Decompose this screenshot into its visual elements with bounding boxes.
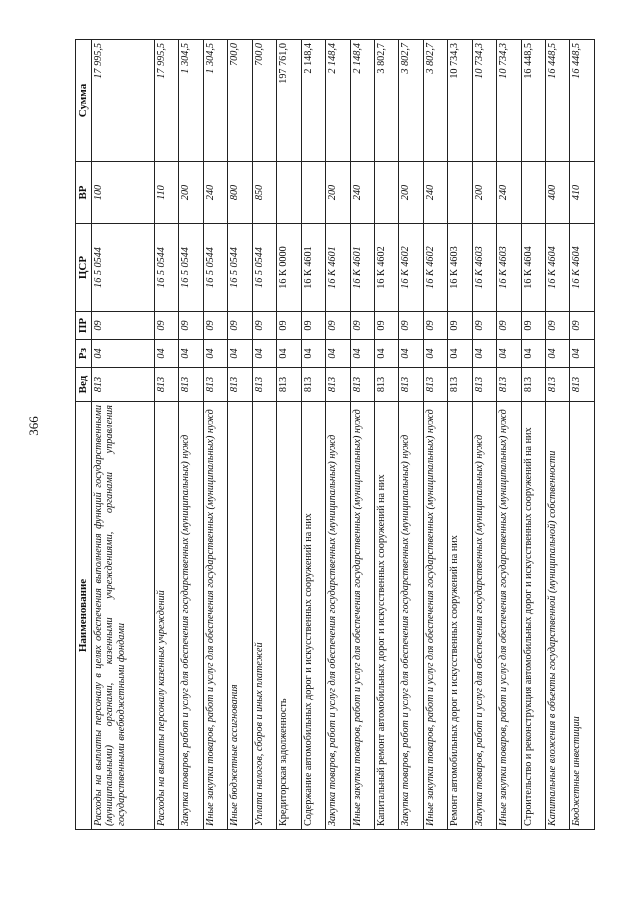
header-vr: ВР [76,162,92,224]
cell-sum: 700,0 [228,40,252,162]
cell-sum: 2 148,4 [301,40,325,162]
cell-name: Иные закупки товаров, работ и услуг для обеспечения государственных (муниципальных) нужд [350,402,374,830]
cell-ved: 813 [570,368,595,402]
cell-name: Иные бюджетные ассигнования [228,402,252,830]
cell-csr: 16 5 0544 [155,224,179,312]
cell-csr: 16 5 0544 [91,224,154,312]
cell-csr: 16 К 4601 [301,224,325,312]
cell-ved: 813 [497,368,521,402]
cell-ved: 813 [399,368,423,402]
cell-name: Бюджетные инвестиции [570,402,595,830]
rotated-table-wrapper [75,40,595,830]
table-row [350,40,374,830]
cell-rz: 04 [179,340,203,368]
table-row [277,40,301,830]
cell-vr [448,162,472,224]
cell-vr: 100 [91,162,154,224]
cell-name: Капитальный ремонт автомобильных дорог и искусственных сооружений на них [374,402,398,830]
cell-pr: 09 [374,312,398,340]
cell-vr [521,162,545,224]
cell-vr: 240 [350,162,374,224]
cell-ved: 813 [423,368,447,402]
cell-rz: 04 [374,340,398,368]
table-row [521,40,545,830]
cell-ved: 813 [521,368,545,402]
header-name: Наименование [76,402,92,830]
cell-csr: 16 К 4603 [472,224,496,312]
cell-pr: 09 [521,312,545,340]
cell-ved: 813 [155,368,179,402]
cell-name: Иные закупки товаров, работ и услуг для обеспечения государственных (муниципальных) нужд [497,402,521,830]
table-row [252,40,276,830]
cell-csr: 16 К 4601 [326,224,350,312]
cell-rz: 04 [399,340,423,368]
cell-pr: 09 [228,312,252,340]
cell-sum: 16 448,5 [546,40,570,162]
cell-rz: 04 [497,340,521,368]
cell-pr: 09 [423,312,447,340]
cell-name: Ремонт автомобильных дорог и искусственных сооружений на них [448,402,472,830]
cell-name: Закупка товаров, работ и услуг для обеспечения государственных (муниципальных) нужд [179,402,203,830]
cell-pr: 09 [252,312,276,340]
cell-csr: 16 5 0544 [228,224,252,312]
cell-pr: 09 [203,312,227,340]
cell-sum: 10 734,3 [448,40,472,162]
cell-sum: 17 995,5 [155,40,179,162]
cell-pr: 09 [546,312,570,340]
cell-csr: 16 К 4603 [448,224,472,312]
cell-rz: 04 [301,340,325,368]
cell-csr: 16 К 4603 [497,224,521,312]
cell-csr: 16 К 4604 [521,224,545,312]
header-ved: Вед [76,368,92,402]
cell-rz: 04 [228,340,252,368]
table-row [448,40,472,830]
cell-pr: 09 [472,312,496,340]
table-body [91,40,594,830]
cell-vr: 200 [326,162,350,224]
cell-pr: 09 [570,312,595,340]
cell-sum: 2 148,4 [326,40,350,162]
cell-name: Строительство и реконструкция автомобильных дорог и искусственных сооружений на них [521,402,545,830]
table-row [472,40,496,830]
cell-csr: 16 К 4601 [350,224,374,312]
cell-sum: 16 448,5 [570,40,595,162]
cell-vr: 240 [423,162,447,224]
cell-vr: 800 [228,162,252,224]
cell-ved: 813 [252,368,276,402]
cell-pr: 09 [448,312,472,340]
cell-name: Капитальные вложения в объекты государственной (муниципальной) собственности [546,402,570,830]
cell-vr: 200 [179,162,203,224]
cell-csr: 16 К 4602 [374,224,398,312]
cell-sum: 1 304,5 [179,40,203,162]
cell-name: Расходы на выплаты персоналу казенных учреждений [155,402,179,830]
cell-rz: 04 [203,340,227,368]
cell-vr: 240 [497,162,521,224]
table-row [155,40,179,830]
cell-pr: 09 [497,312,521,340]
cell-rz: 04 [91,340,154,368]
table-row [179,40,203,830]
cell-vr: 110 [155,162,179,224]
cell-ved: 813 [179,368,203,402]
table-header-row [76,40,92,830]
cell-vr: 850 [252,162,276,224]
cell-vr [277,162,301,224]
cell-csr: 16 К 4602 [423,224,447,312]
cell-ved: 813 [350,368,374,402]
cell-vr: 410 [570,162,595,224]
cell-pr: 09 [301,312,325,340]
cell-name: Закупка товаров, работ и услуг для обеспечения государственных (муниципальных) нужд [326,402,350,830]
table-row [546,40,570,830]
cell-ved: 813 [91,368,154,402]
cell-csr: 16 5 0544 [179,224,203,312]
table-row [91,40,154,830]
cell-rz: 04 [448,340,472,368]
cell-sum: 16 448,5 [521,40,545,162]
table-row [423,40,447,830]
cell-sum: 3 802,7 [423,40,447,162]
cell-ved: 813 [374,368,398,402]
cell-pr: 09 [277,312,301,340]
cell-sum: 197 761,0 [277,40,301,162]
cell-name: Иные закупки товаров, работ и услуг для обеспечения государственных (муниципальных) нужд [203,402,227,830]
cell-csr: 16 К 4604 [570,224,595,312]
table-row [301,40,325,830]
header-csr: ЦСР [76,224,92,312]
cell-rz: 04 [423,340,447,368]
cell-rz: 04 [350,340,374,368]
cell-ved: 813 [277,368,301,402]
table-row [374,40,398,830]
cell-sum: 10 734,3 [497,40,521,162]
budget-table [75,39,595,830]
header-pr: ПР [76,312,92,340]
cell-rz: 04 [277,340,301,368]
cell-name: Иные закупки товаров, работ и услуг для обеспечения государственных (муниципальных) нужд [423,402,447,830]
cell-vr [301,162,325,224]
cell-rz: 04 [521,340,545,368]
cell-ved: 813 [203,368,227,402]
cell-rz: 04 [252,340,276,368]
cell-ved: 813 [448,368,472,402]
cell-sum: 3 802,7 [399,40,423,162]
cell-pr: 09 [350,312,374,340]
cell-name: Содержание автомобильных дорог и искусственных сооружений на них [301,402,325,830]
cell-vr: 200 [399,162,423,224]
cell-csr: 16 К 0000 [277,224,301,312]
cell-pr: 09 [91,312,154,340]
cell-sum: 1 304,5 [203,40,227,162]
cell-sum: 2 148,4 [350,40,374,162]
page-number [20,396,48,456]
cell-vr: 240 [203,162,227,224]
header-rz: Рз [76,340,92,368]
header-sum: Сумма [76,40,92,162]
table-row [399,40,423,830]
table-row [326,40,350,830]
cell-ved: 813 [326,368,350,402]
table-row [203,40,227,830]
cell-rz: 04 [546,340,570,368]
cell-vr: 200 [472,162,496,224]
cell-name: Кредиторская задолженность [277,402,301,830]
cell-rz: 04 [472,340,496,368]
cell-vr [374,162,398,224]
cell-name: Расходы на выплаты персоналу в целях обеспечения выполнения функций государственными (муниципальными) органами, казенными учреждениями, органами управления государственными внебюджетными фондами [91,402,154,830]
cell-pr: 09 [399,312,423,340]
cell-csr: 16 5 0544 [203,224,227,312]
cell-pr: 09 [179,312,203,340]
table-row [228,40,252,830]
cell-pr: 09 [326,312,350,340]
cell-sum: 700,0 [252,40,276,162]
cell-csr: 16 К 4604 [546,224,570,312]
cell-sum: 3 802,7 [374,40,398,162]
cell-rz: 04 [326,340,350,368]
cell-name: Закупка товаров, работ и услуг для обеспечения государственных (муниципальных) нужд [472,402,496,830]
cell-csr: 16 5 0544 [252,224,276,312]
cell-name: Уплата налогов, сборов и иных платежей [252,402,276,830]
cell-ved: 813 [228,368,252,402]
cell-pr: 09 [155,312,179,340]
table-row [570,40,595,830]
cell-vr: 400 [546,162,570,224]
cell-csr: 16 К 4602 [399,224,423,312]
cell-rz: 04 [570,340,595,368]
cell-ved: 813 [472,368,496,402]
cell-ved: 813 [301,368,325,402]
cell-sum: 17 995,5 [91,40,154,162]
cell-name: Закупка товаров, работ и услуг для обеспечения государственных (муниципальных) нужд [399,402,423,830]
cell-sum: 10 734,3 [472,40,496,162]
page-number-text: 366 [26,416,41,436]
table-row [497,40,521,830]
cell-ved: 813 [546,368,570,402]
cell-rz: 04 [155,340,179,368]
